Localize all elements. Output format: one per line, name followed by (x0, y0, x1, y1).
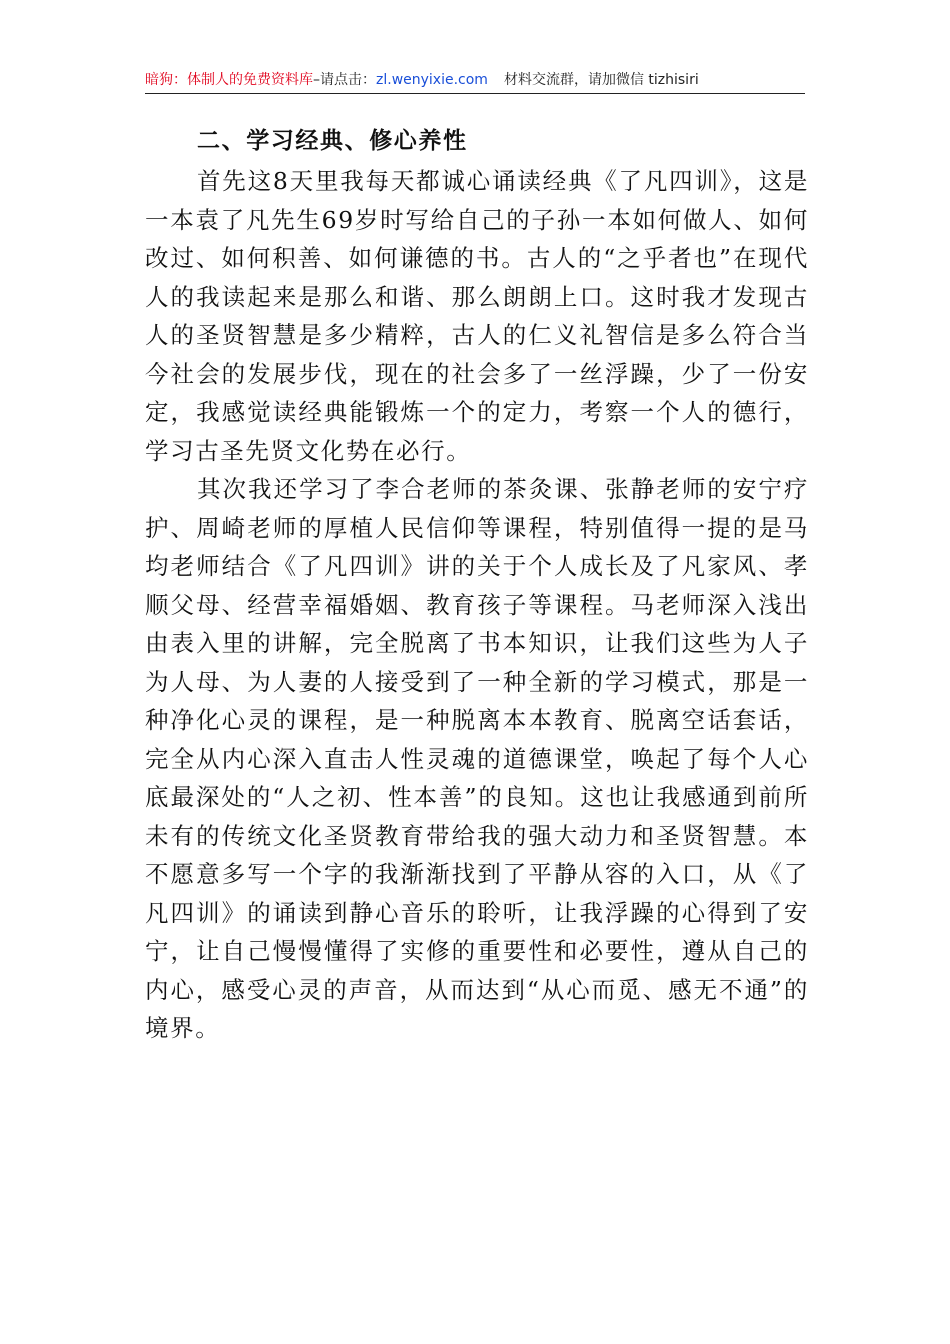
section-heading: 二、学习经典、修心养性 (197, 128, 468, 154)
header-wechat-note: 材料交流群，请加微信 tizhisiri (503, 72, 699, 88)
page-header (145, 68, 805, 92)
paragraph-1: 首先这8天里我每天都诚心诵读经典《了凡四训》，这是一本袁了凡先生69岁时写给自己的子孙一本如何做人、如何改过、如何积善、如何谦德的书。古人的“之乎者也”在现代人的我读起来是那么和谐、那么朗朗上口。这时我才发现古人的圣贤智慧是多少精粹，古人的仁义礼智信是多么符合当今社会的发展步伐，现在的社会多了一丝浮躁，少了一份安定，我感觉读经典能锻炼一个的定力，考察一个人的德行，学习古圣先贤文化势在必行。 (145, 167, 809, 465)
paragraph-2: 其次我还学习了李合老师的茶灸课、张静老师的安宁疗护、周崎老师的厚植人民信仰等课程，特别值得一提的是马均老师结合《了凡四训》讲的关于个人成长及了凡家风、孝顺父母、经营幸福婚姻、教育孩子等课程。马老师深入浅出由表入里的讲解，完全脱离了书本知识，让我们这些为人子为人母、为人妻的人接受到了一种全新的学习模式，那是一种净化心灵的课程，是一种脱离本本教育、脱离空话套话，完全从内心深入直击人性灵魂的道德课堂，唤起了每个人心底最深处的“人之初、性本善”的良知。这也让我感通到前所未有的传统文化圣贤教育带给我的强大动力和圣贤智慧。本不愿意多写一个字的我渐渐找到了平静从容的入口，从《了凡四训》的诵读到静心音乐的聆听，让我浮躁的心得到了安宁，让自己慢慢懂得了实修的重要性和必要性，遵从自己的内心，感受心灵的声音，从而达到“从心而觅、感无不通”的境界。 (145, 475, 809, 1042)
header-site-label: 暗狗：体制人的免费资料库 (145, 72, 313, 88)
document-body (145, 120, 809, 1048)
header-divider (145, 93, 805, 94)
header-click-label: –请点击： (313, 72, 376, 88)
header-url-link[interactable]: zl.wenyixie.com (376, 72, 488, 88)
